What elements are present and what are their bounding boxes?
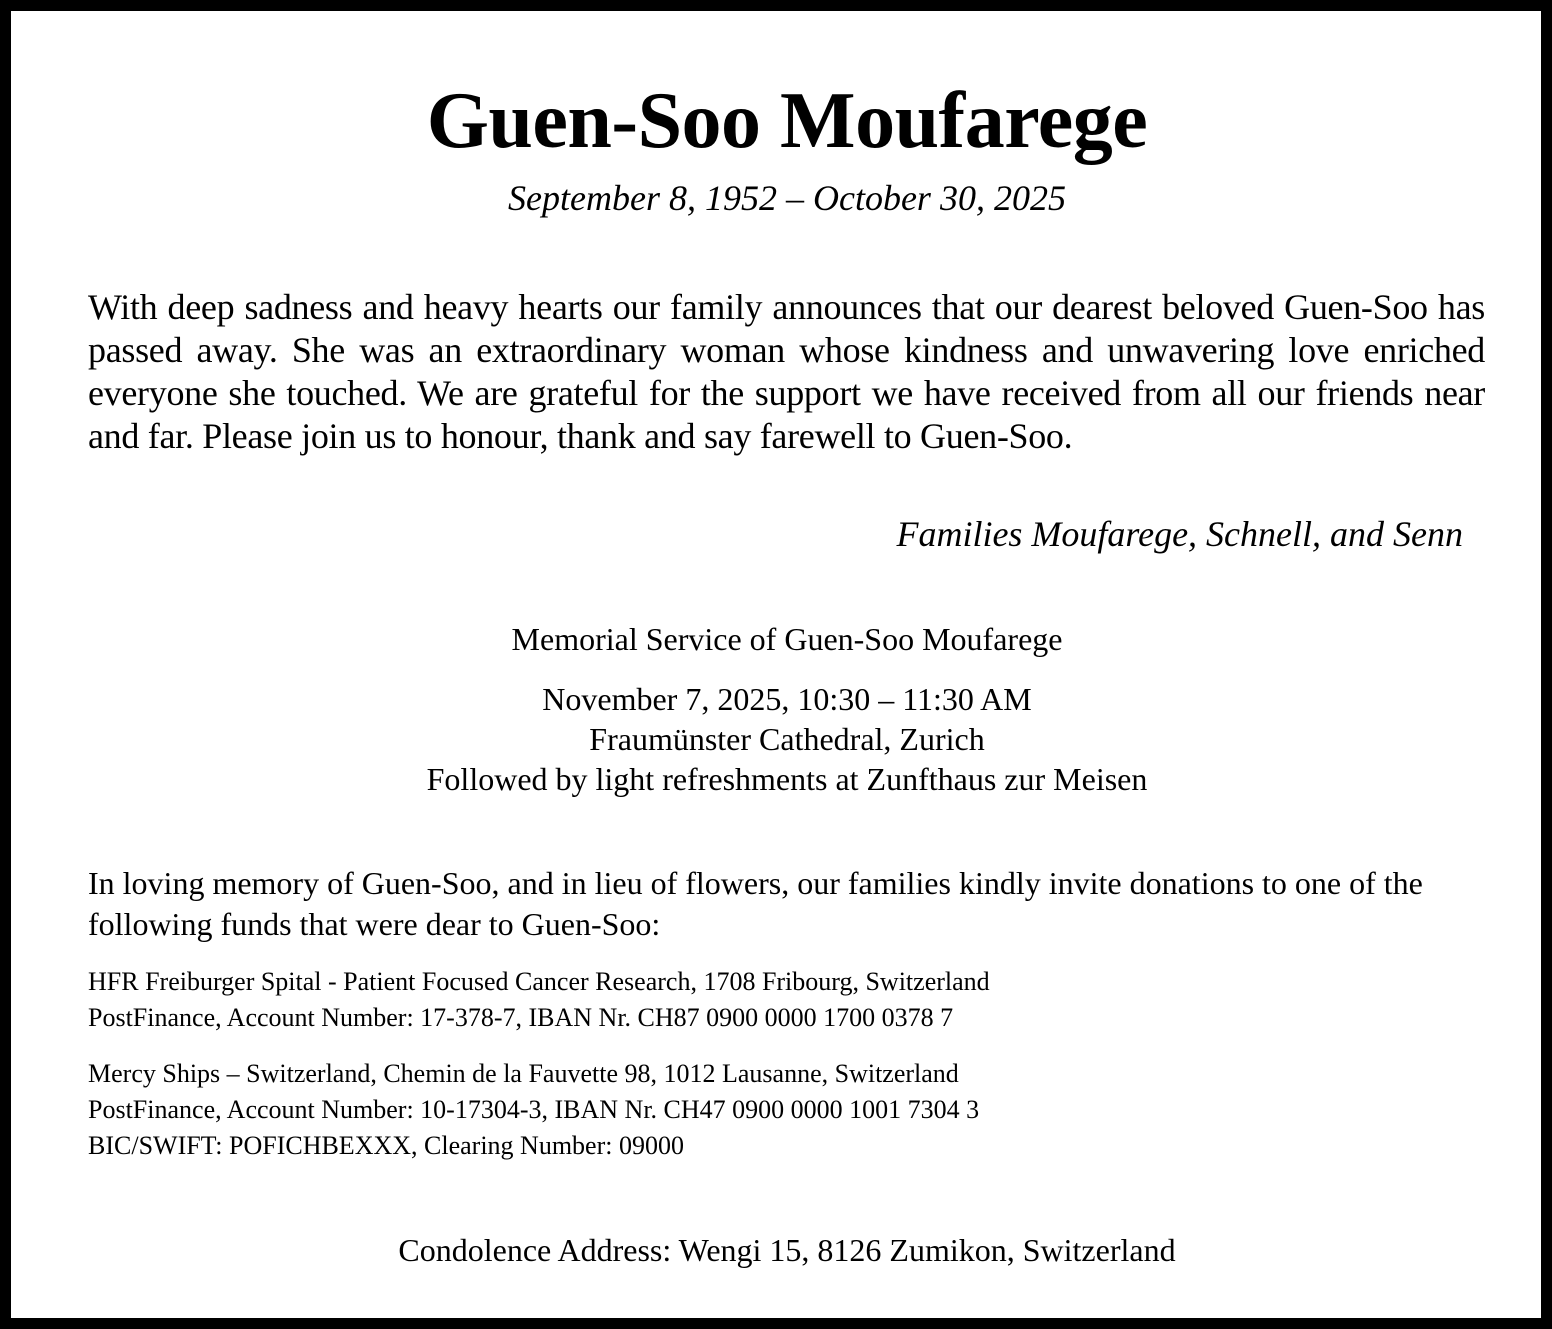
fund-hfr-freiburger-spital <box>88 964 1508 1036</box>
service-location: Fraumünster Cathedral, Zurich <box>589 721 985 757</box>
memorial-service-details <box>11 679 1552 799</box>
fund-line: PostFinance, Account Number: 10-17304-3, IBAN Nr. CH47 0900 0000 1001 7304 3 <box>88 1095 980 1124</box>
fund-line: Mercy Ships – Switzerland, Chemin de la Fauvette 98, 1012 Lausanne, Switzerland <box>88 1059 959 1088</box>
fund-line: PostFinance, Account Number: 17-378-7, IBAN Nr. CH87 0900 0000 1700 0378 7 <box>88 1003 954 1032</box>
announcement-paragraph: With deep sadness and heavy hearts our family announces that our dearest beloved Guen-Soo has passed away. She was an extraordinary woman whose kindness and unwavering love enriched everyone she touched. We are grateful for the support we have received from all our friends near and far. Please join us to honour, thank and say farewell to Guen-Soo. <box>88 287 1485 456</box>
service-datetime: November 7, 2025, 10:30 – 11:30 AM <box>542 681 1032 717</box>
life-dates: September 8, 1952 – October 30, 2025 <box>508 178 1066 218</box>
deceased-name-heading: Guen-Soo Moufarege <box>426 77 1148 165</box>
fund-mercy-ships <box>88 1056 1508 1164</box>
fund-line: HFR Freiburger Spital - Patient Focused Cancer Research, 1708 Fribourg, Switzerland <box>88 967 990 996</box>
condolence-address: Condolence Address: Wengi 15, 8126 Zumikon, Switzerland <box>398 1232 1176 1268</box>
service-followup: Followed by light refreshments at Zunfthaus zur Meisen <box>426 761 1148 797</box>
fund-line: BIC/SWIFT: POFICHBEXXX, Clearing Number: 09000 <box>88 1131 684 1160</box>
family-signature: Families Moufarege, Schnell, and Senn <box>896 514 1463 554</box>
donations-intro: In loving memory of Guen-Soo, and in lieu of flowers, our families kindly invite donations to one of the following funds that were dear to Guen-Soo: <box>88 865 1423 942</box>
memorial-service-title: Memorial Service of Guen-Soo Moufarege <box>511 621 1063 657</box>
